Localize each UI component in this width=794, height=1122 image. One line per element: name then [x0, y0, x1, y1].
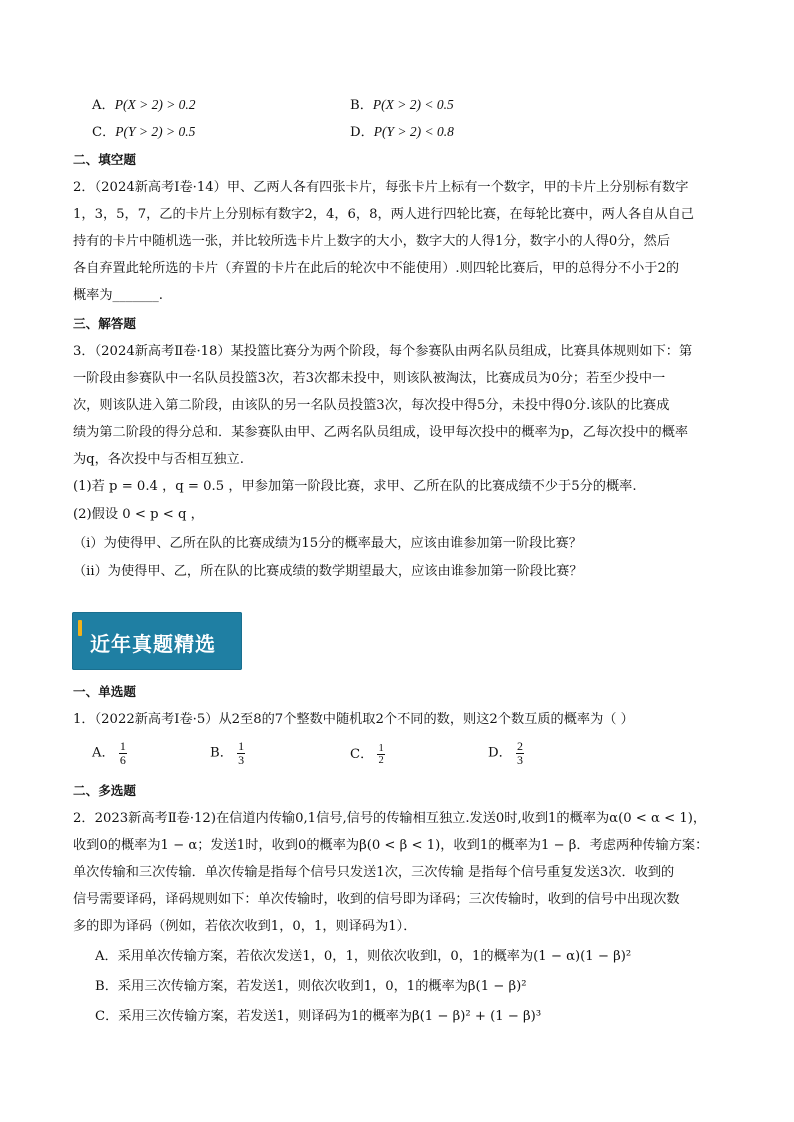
section-heading-single-choice: 一、单选题 — [73, 684, 136, 699]
p1-option-c-numerator: 1 — [378, 743, 384, 754]
p1-option-b — [210, 740, 245, 766]
p1-option-c — [350, 743, 385, 766]
p2-line-5: 多的即为译码（例如，若依次收到1，0，1，则译码为1）． — [73, 919, 417, 934]
q3-line-2: 一阶段由参赛队中一名队员投篮3次，若3次都未投中，则该队被淘汰，比赛成员为0分；若至少投中一 — [73, 371, 666, 386]
p1-option-c-fraction — [377, 743, 384, 766]
p2-line-1: 2．2023新高考Ⅱ卷·12)在信道内传输0,1信号,信号的传输相互独立.发送0时,收到1的概率为α(0 < α < 1)， — [73, 811, 707, 826]
p1-option-d-denominator: 3 — [516, 752, 523, 767]
q3-line-1: 3．（2024新高考Ⅱ卷·18）某投篮比赛分为两个阶段，每个参赛队由两名队员组成，比赛具体规则如下：第 — [73, 344, 693, 359]
section-heading-fill-blank: 二、填空题 — [73, 152, 136, 167]
option-d — [350, 125, 454, 139]
option-c-math: P(Y > 2) > 0.5 — [115, 124, 196, 139]
option-d-math: P(Y > 2) < 0.8 — [373, 124, 454, 139]
p1-option-a-label: A． — [92, 745, 115, 761]
q3-subquestion-1: (1)若 p = 0.4 ，q = 0.5 ，甲参加第一阶段比赛，求甲、乙所在队的比赛成绩不少于5分的概率. — [73, 479, 637, 494]
p2-option-a: A．采用单次传输方案，若依次发送1，0，1，则依次收到l，0，1的概率为(1 − α)(1 − β)² — [95, 949, 632, 964]
section-heading-multi-choice: 二、多选题 — [73, 783, 136, 798]
p1-option-b-numerator: 1 — [238, 739, 245, 753]
p1-option-d-label: D． — [488, 745, 512, 761]
p1-option-b-fraction — [237, 740, 245, 766]
p1-option-d-numerator: 2 — [516, 739, 523, 753]
p1-option-c-denominator: 2 — [378, 755, 384, 767]
section-heading-solution: 三、解答题 — [73, 316, 136, 331]
p1-option-a-numerator: 1 — [119, 739, 126, 753]
q3-subquestion-2i: （i）为使得甲、乙所在队的比赛成绩为15分的概率最大，应该由谁参加第一阶段比赛？ — [73, 536, 582, 551]
section-banner — [72, 612, 242, 670]
p1-option-c-label: C． — [350, 746, 374, 762]
banner-accent-bar — [78, 620, 82, 636]
q3-subquestion-2ii: （ii）为使得甲、乙，所在队的比赛成绩的数学期望最大，应该由谁参加第一阶段比赛？ — [73, 564, 583, 579]
option-d-label: D． — [350, 125, 374, 140]
banner-title: 近年真题精选 — [90, 632, 216, 656]
p1-option-d — [488, 740, 524, 766]
p2-line-3: 单次传输和三次传输．单次传输是指每个信号只发送1次，三次传输 是指每个信号重复发送3次．收到的 — [73, 865, 675, 880]
p1-stem: 1．（2022新高考Ⅰ卷·5）从2至8的7个整数中随机取2个不同的数，则这2个数互质的概率为（ ） — [73, 712, 634, 727]
option-b-math: P(X > 2) < 0.5 — [372, 97, 454, 112]
p2-option-c: C．采用三次传输方案，若发送1，则译码为1的概率为β(1 − β)² + (1 − β)³ — [95, 1009, 542, 1024]
q3-line-4: 绩为第二阶段的得分总和．某参赛队由甲、乙两名队员组成，设甲每次投中的概率为p，乙每次投中的概率 — [73, 425, 689, 440]
q2-line-1: 2．（2024新高考Ⅰ卷·14）甲、乙两人各有四张卡片，每张卡片上标有一个数字，甲的卡片上分别标有数字 — [73, 180, 689, 195]
p2-option-b: B．采用三次传输方案，若发送1，则依次收到1，0，1的概率为β(1 − β)² — [95, 979, 527, 994]
p1-option-a-fraction — [119, 740, 127, 766]
q3-subquestion-2: (2)假设 0 < p < q ， — [73, 507, 204, 522]
option-a-math: P(X > 2) > 0.2 — [114, 97, 196, 112]
q2-line-4: 各自弃置此轮所选的卡片（弃置的卡片在此后的轮次中不能使用）.则四轮比赛后，甲的总得分不小于2的 — [73, 261, 680, 276]
p1-option-a — [92, 740, 127, 766]
p1-option-b-denominator: 3 — [238, 752, 245, 767]
option-c-label: C． — [92, 125, 116, 140]
p2-line-4: 信号需要译码，译码规则如下：单次传输时，收到的信号即为译码；三次传输时，收到的信号中出现次数 — [73, 892, 680, 907]
q2-line-3: 持有的卡片中随机选一张，并比较所选卡片上数字的大小，数字大的人得1分，数字小的人得0分，然后 — [73, 234, 671, 249]
option-a — [92, 98, 196, 112]
option-b-label: B． — [350, 98, 373, 113]
q3-line-3: 次，则该队进入第二阶段，由该队的另一名队员投篮3次，每次投中得5分，未投中得0分.该队的比赛成 — [73, 398, 670, 413]
p1-option-d-fraction — [516, 740, 524, 766]
q3-line-5: 为q，各次投中与否相互独立. — [73, 452, 244, 467]
option-a-label: A． — [92, 98, 115, 113]
option-b — [350, 98, 454, 112]
q2-line-2: 1，3，5，7，乙的卡片上分别标有数字2，4，6，8，两人进行四轮比赛，在每轮比赛中，两人各自从自己 — [73, 207, 694, 222]
p1-option-b-label: B． — [210, 745, 233, 761]
option-c — [92, 125, 195, 139]
p1-option-a-denominator: 6 — [119, 752, 126, 767]
p2-line-2: 收到0的概率为1 − α；发送1时，收到0的概率为β(0 < β < 1)，收到1的概率为1 − β．考虑两种传输方案： — [73, 838, 709, 853]
q2-line-5: 概率为_______. — [73, 288, 163, 303]
